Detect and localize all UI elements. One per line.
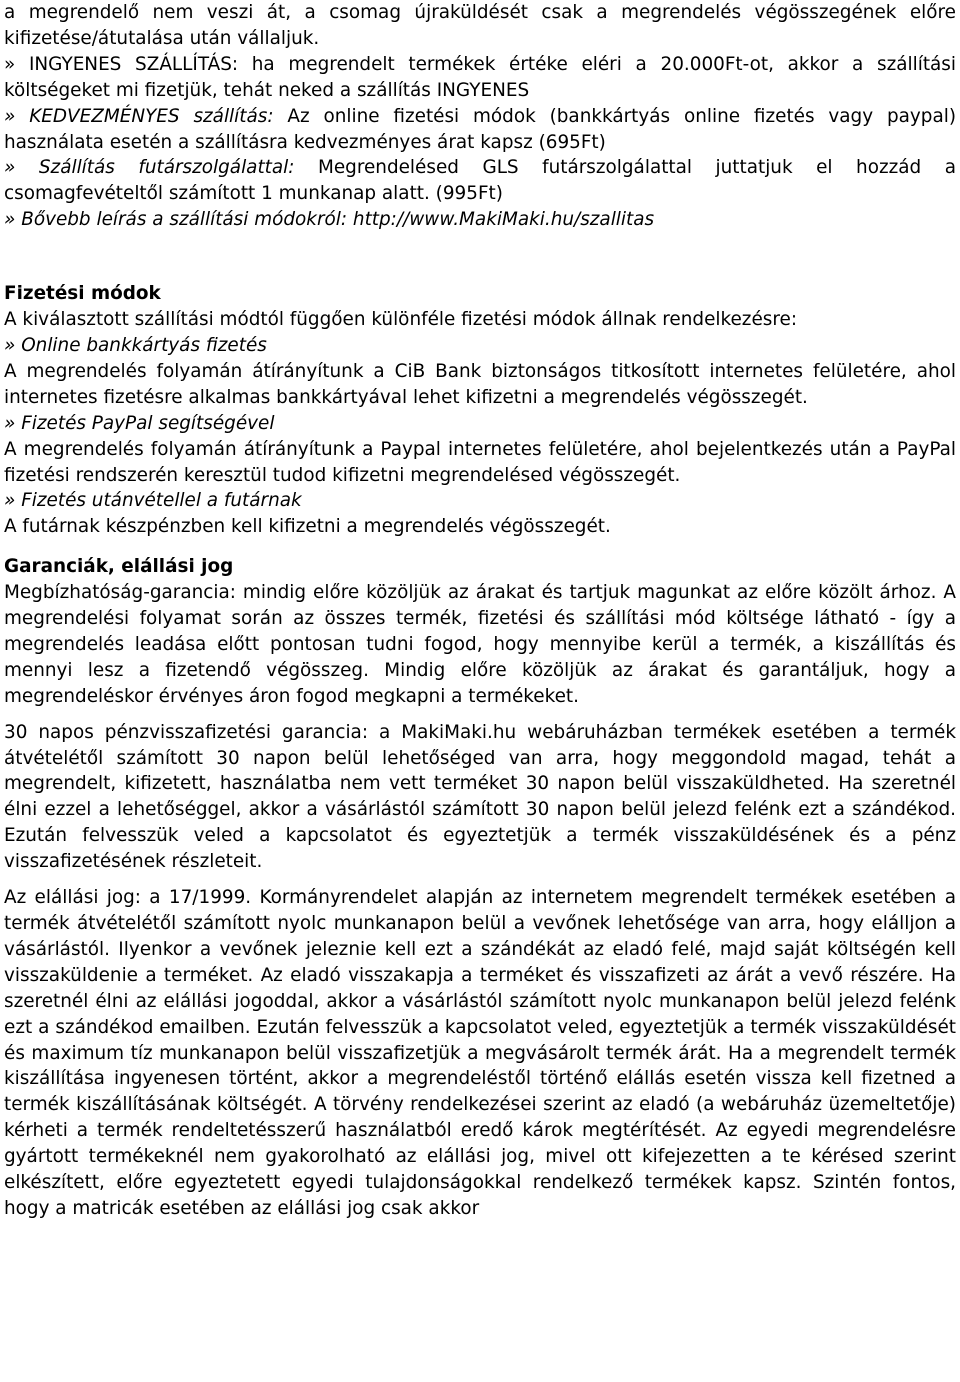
free-shipping-item (4, 52, 956, 104)
courier-shipping-item (4, 155, 956, 207)
free-shipping-label: » INGYENES SZÁLLÍTÁS: (4, 53, 239, 75)
courier-shipping-label: » Szállítás futárszolgálattal: (4, 157, 295, 179)
paragraph-spacer (4, 710, 956, 720)
shipping-more-link[interactable]: » Bővebb leírás a szállítási módokról: http://www.MakiMaki.hu/szallitas (4, 209, 655, 231)
guarantee-paragraph-trust: Megbízhatóság-garancia: mindig előre közöljük az árakat és tartjuk magunkat az előre közölt árhoz. A megrendelési folyamat során az összes termék, fizetési és szállítási mód költsége látható - így a megrendelés leadása előtt pontosan tudni fogod, hogy mennyibe kerül a termék, a kiszállítás és mennyi lesz a fizetendő végösszeg. Mindig előre közöljük az árakat és garantáljuk, hogy a megrendeléskor érvényes áron fogod megkapni a termékeket. (4, 582, 956, 707)
section-spacer (4, 540, 956, 554)
guarantee-paragraph-withdrawal: Az elállási jog: a 17/1999. Kormányrendelet alapján az internetem megrendelt termékek esetében a termék átvételétől számított nyolc munkanapon belül a vevőnek lehetősége van arra, hogy elálljon a vásárlástól. Ilyenkor a vevőnek jeleznie kell ezt a szándékát az eladó felé, majd saját költségén kell visszaküldenie a terméket. Az eladó visszakapja a terméket és visszafizeti az árát a vevő részére. Ha szeretnél élni az elállási jogoddal, akkor a vásárlástól számított nyolc munkanapon belül jelezd felénk ezt a szándékod emailben. Ezután felvesszük a kapcsolatot veled, egyeztetjük a termék visszaküldését és maximum tíz munkanapon belül visszafizetjük a megvásárolt termék árát. Ha a megrendelt termék kiszállítása ingyenesen történt, akkor a megrendeléstől történő elállás esetén vissza kell fizetned a termék kiszállításának költségét. A törvény rendelkezései szerint az eladó (a webáruház üzemeltetője) kérheti a termék rendeltetésszerű használatból eredő károk megtérítését. Az egyedi megrendelésre gyártott termékeknél nem gyakorolható az elállási jog, mivel ott kifejezetten a te kérésed szerint elkészített, előre egyeztetett egyedi tulajdonságokkal rendelkező termékek kapsz. Szintén fontos, hogy a matricák esetében az elállási jog csak akkor (4, 887, 956, 1219)
section-spacer (4, 233, 956, 281)
courier-shipping-text: Megrendelésed GLS futárszolgálattal juttatjuk el hozzád a csomagfevételtől számított 1 munkanap alatt. (995Ft) (4, 157, 956, 205)
payment-method-paypal-text: A megrendelés folyamán átírányítunk a Paypal internetes felületére, ahol bejelentkezés után a PayPal fizetési rendszerén keresztül tudod kifizetni megrendelésed végösszegét. (4, 438, 956, 486)
discount-shipping-label: » KEDVEZMÉNYES szállítás: (4, 105, 274, 127)
payment-method-card-text: A megrendelés folyamán átírányítunk a CiB Bank biztonságos titkosított internetes felületére, ahol internetes fizetésre alkalmas bankkártyával lehet kifizetni a megrendelés végösszegét. (4, 360, 956, 408)
payment-method-paypal-title: » Fizetés PayPal segítségével (4, 412, 275, 434)
payment-intro: A kiválasztott szállítási módtól függően különféle fizetési módok állnak rendelkezésre: (4, 309, 798, 331)
shipping-section (4, 0, 956, 233)
payment-method-card-title: » Online bankkártyás fizetés (4, 334, 267, 356)
payment-method-cod-title: » Fizetés utánvétellel a futárnak (4, 490, 302, 512)
payment-heading: Fizetési módok (4, 283, 161, 305)
discount-shipping-text: Az online fizetési módok (bankkártyás online fizetés vagy paypal) használata esetén a szállításra kedvezményes árat kapsz (695Ft) (4, 105, 956, 153)
paragraph-spacer (4, 875, 956, 885)
shipping-intro: a megrendelő nem veszi át, a csomag újraküldését csak a megrendelés végösszegének előre kifizetése/átutalása után vállaljuk. (4, 2, 956, 49)
payment-method-cod-text: A futárnak készpénzben kell kifizetni a megrendelés végösszegét. (4, 516, 611, 538)
guarantee-heading: Garanciák, elállási jog (4, 556, 234, 578)
free-shipping-text: ha megrendelt termékek értéke eléri a 20.000Ft-ot, akkor a szállítási költségeket mi fizetjük, tehát neked a szállítás INGYENES (4, 53, 956, 101)
guarantee-section (4, 554, 956, 1222)
discount-shipping-item (4, 104, 956, 156)
guarantee-paragraph-refund: 30 napos pénzvisszafizetési garancia: a MakiMaki.hu webáruházban termékek esetében a termék átvételétől számított 30 napon belül lehetőséged van arra, hogy meggondold magad, tehát a megrendelt, kifizetett, használatba nem vett terméket 30 napon belül visszaküldheted. Ha szeretnél élni ezzel a lehetőséggel, akkor a vásárlástól számított 30 napon belül jelezd felénk ezt a szándékod. Ezután felvesszük veled a kapcsolatot és egyeztetjük a termék visszaküldésének és a pénz visszafizetésének részleteit. (4, 721, 956, 873)
payment-section (4, 281, 956, 540)
